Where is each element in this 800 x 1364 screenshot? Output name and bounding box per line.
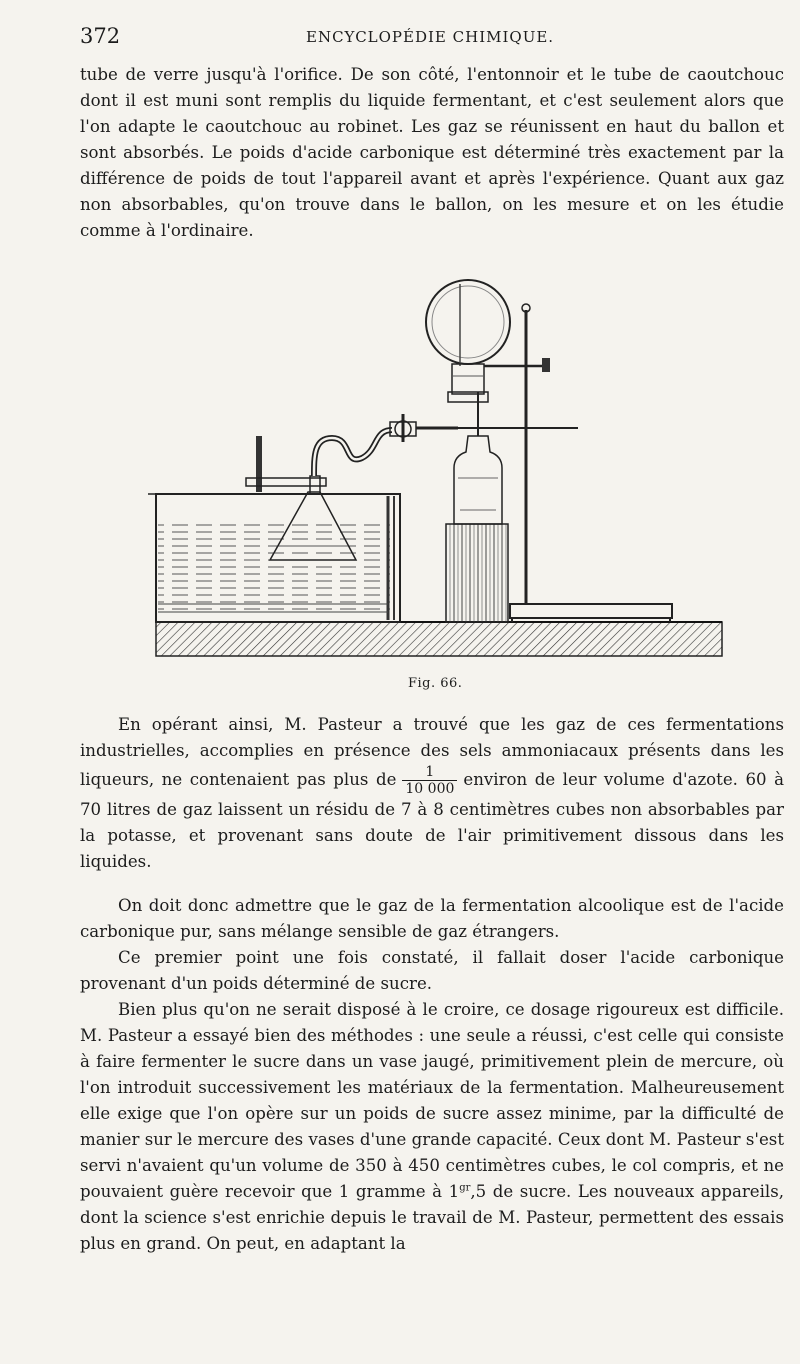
retort-stand [484, 304, 672, 622]
page-number: 372 [80, 24, 121, 48]
running-title: ENCYCLOPÉDIE CHIMIQUE. [306, 28, 555, 46]
paragraph-pasteur-results [80, 712, 784, 875]
stopcock [390, 414, 458, 442]
paragraph-continuation: tube de verre jusqu'à l'orifice. De son côté, l'entonnoir et le tube de caoutchouc dont il est muni sont remplis du liquide fermentant, et c'est seulement alors que l'on adapte le caoutchouc au robinet. Les gaz se réunissent en haut du ballon et sont absorbés. Le poids d'acide carbonique est déterminé très exactement par la différence de poids de tout l'appareil avant et après l'expérience. Quant aux gaz non absorbables, qu'on trouve dans le ballon, on les mesure et on les étudie comme à l'ordinaire. [80, 65, 784, 240]
paragraph-text: environ de leur volume d'azote. 60 à 70 litres de gaz laissent un résidu de 7 à 8 centimètres cubes non absorbables par la potasse, et provenant sans doute de l'air primitivement dissous dans les liquides. [80, 770, 784, 871]
apparatus-figure [148, 270, 728, 660]
figure-caption: Fig. 66. [408, 676, 463, 691]
running-head [80, 22, 780, 52]
fraction-numerator: 1 [402, 764, 457, 781]
water-trough [156, 494, 400, 622]
gas-flask [426, 280, 510, 402]
absorption-bottle [454, 392, 502, 524]
paragraph-next-step: Ce premier point une fois constaté, il fallait doser l'acide carbonique provenant d'un poids déterminé de sucre. [80, 948, 784, 993]
paragraph-text: En opérant ainsi, M. Pasteur a trouvé que les gaz de ces fermentations industrielles, accomplies en présence des sels ammoniacaux présents dans les liqueurs, ne contenaient pas plus de [80, 715, 784, 789]
fraction [402, 764, 457, 797]
wooden-block [446, 524, 508, 622]
paragraph-dosage [80, 997, 784, 1257]
unit-superscript: gr [459, 1182, 471, 1194]
rubber-tube [314, 430, 392, 476]
paragraph-conclusion: On doit donc admettre que le gaz de la fermentation alcoolique est de l'acide carbonique pur, sans mélange sensible de gaz étrangers. [80, 896, 784, 941]
paragraph-text: Bien plus qu'on ne serait disposé à le croire, ce dosage rigoureux est difficile. M. Pasteur a essayé bien des méthodes : une seule a réussi, c'est celle qui consiste à faire fermenter le sucre dans un vase jaugé, primitivement plein de mercure, où l'on introduit successivement les matériaux de la fermentation. Malheureusement elle exige que l'on opère sur un poids de sucre assez minime, par la difficulté de manier sur le mercure des vases d'une grande capacité. Ceux dont M. Pasteur s'est servi n'avaient qu'un volume de 350 à 450 centimètres cubes, le col compris, et ne pouvaient guère recevoir que 1 gramme à 1 [80, 1000, 784, 1201]
paragraph-text: ,5 de sucre. Les nouveaux appareils, dont la science s'est enrichie depuis le travail de M. Pasteur, permettent des essais plus en grand. On peut, en adaptant la [80, 1182, 784, 1253]
table-base [156, 622, 722, 656]
clamp-screw [148, 436, 326, 494]
fraction-denominator: 10 000 [405, 781, 455, 797]
